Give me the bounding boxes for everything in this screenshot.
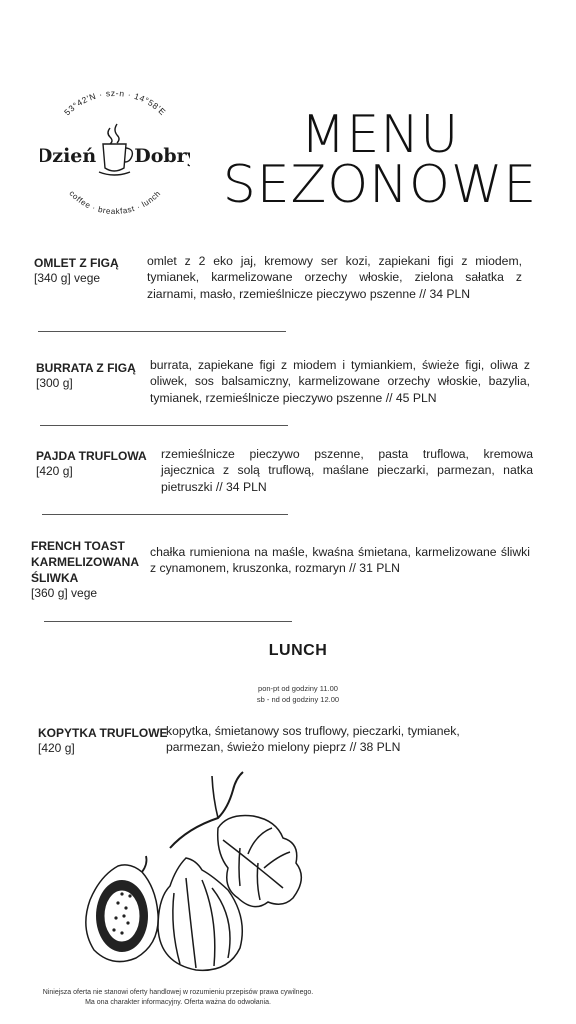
- item-desc-burrata: burrata, zapiekane figi z miodem i tymiankiem, świeże figi, oliwa z oliwek, sos balsamiczny, karmelizowane orzechy włoskie, bazylia, tymianek, rzemieślnicze pieczywo pszenne // 45 PLN: [150, 358, 530, 405]
- divider: [40, 425, 288, 426]
- legal-footer-line: Ma ona charakter informacyjny. Oferta ważna do odwołania.: [85, 998, 271, 1006]
- item-name-french-toast: [31, 538, 139, 586]
- item-name-line: ŚLIWKA: [31, 571, 79, 585]
- lunch-hours: [0, 684, 576, 705]
- item-desc-pajda: rzemieślnicze pieczywo pszenne, pasta truflowa, kremowa jajecznica z solą truflową, maślane pieczarki, parmezan, natka pietruszki // 34 PLN: [161, 447, 533, 494]
- legal-footer-line: Niniejsza oferta nie stanowi oferty handlowej w rozumieniu przepisów prawa cywilnego.: [42, 989, 314, 996]
- item-weight-pajda: [420 g]: [36, 464, 73, 478]
- lunch-heading: LUNCH: [268, 642, 328, 659]
- title-menu: MENU: [300, 105, 460, 165]
- item-desc-kopytka: kopytka, śmietanowy sos truflowy, pieczarki, tymianek, parmezan, świeżo mielony pieprz // 38 PLN: [166, 724, 460, 755]
- item-weight-burrata: [300 g]: [36, 376, 73, 390]
- item-weight-omlet: [340 g] vege: [34, 271, 101, 285]
- coffee-cup-icon: [99, 124, 132, 175]
- divider: [44, 621, 292, 622]
- item-desc-french-toast: chałka rumieniona na maśle, kwaśna śmietana, karmelizowane śliwki z cynamonem, kruszonka, rozmaryn // 31 PLN: [150, 545, 530, 576]
- item-desc-omlet: omlet z 2 eko jaj, kremowy ser kozi, zapiekani figi z miodem, tymianek, karmelizowane orzechy włoskie, zielona sałatka z ziarnami, masło, rzemieślnicze pieczywo pszenne // 34 PLN: [147, 254, 522, 301]
- lunch-hours-weekday: pon-pt od godziny 11.00: [258, 684, 338, 693]
- item-name-burrata: BURRATA Z FIGĄ: [36, 361, 136, 375]
- cafe-logo: [40, 88, 190, 223]
- logo-tagline: coffee · breakfast · lunch: [67, 188, 163, 217]
- item-name-line: KARMELIZOWANA: [31, 555, 139, 569]
- lunch-hours-weekend: sb - nd od godziny 12.00: [256, 694, 340, 704]
- divider: [38, 331, 286, 332]
- item-weight-french-toast: [360 g] vege: [31, 586, 98, 600]
- item-name-kopytka: KOPYTKA TRUFLOWE: [38, 726, 168, 740]
- logo-coordinates: 53°42'N · sz-n · 14°58'E: [62, 88, 168, 118]
- title-sezonowe: SEZONOWE: [222, 155, 538, 215]
- logo-word-dobry: Dobr: [134, 145, 187, 167]
- divider: [42, 514, 288, 515]
- logo-word-dzien: Dzień: [40, 145, 97, 167]
- svg-text:coffee · breakfast · lunch: [67, 189, 162, 216]
- svg-text:53°42'N · sz-n · 14°58'E: [62, 88, 168, 117]
- item-name-line: FRENCH TOAST: [31, 539, 125, 553]
- item-name-pajda: PAJDA TRUFLOWA: [36, 449, 147, 463]
- item-weight-kopytka: [420 g]: [38, 741, 75, 755]
- fig-branch-icon: [78, 768, 308, 978]
- legal-footer: [0, 988, 356, 1007]
- item-name-omlet: OMLET Z FIGĄ: [34, 256, 119, 270]
